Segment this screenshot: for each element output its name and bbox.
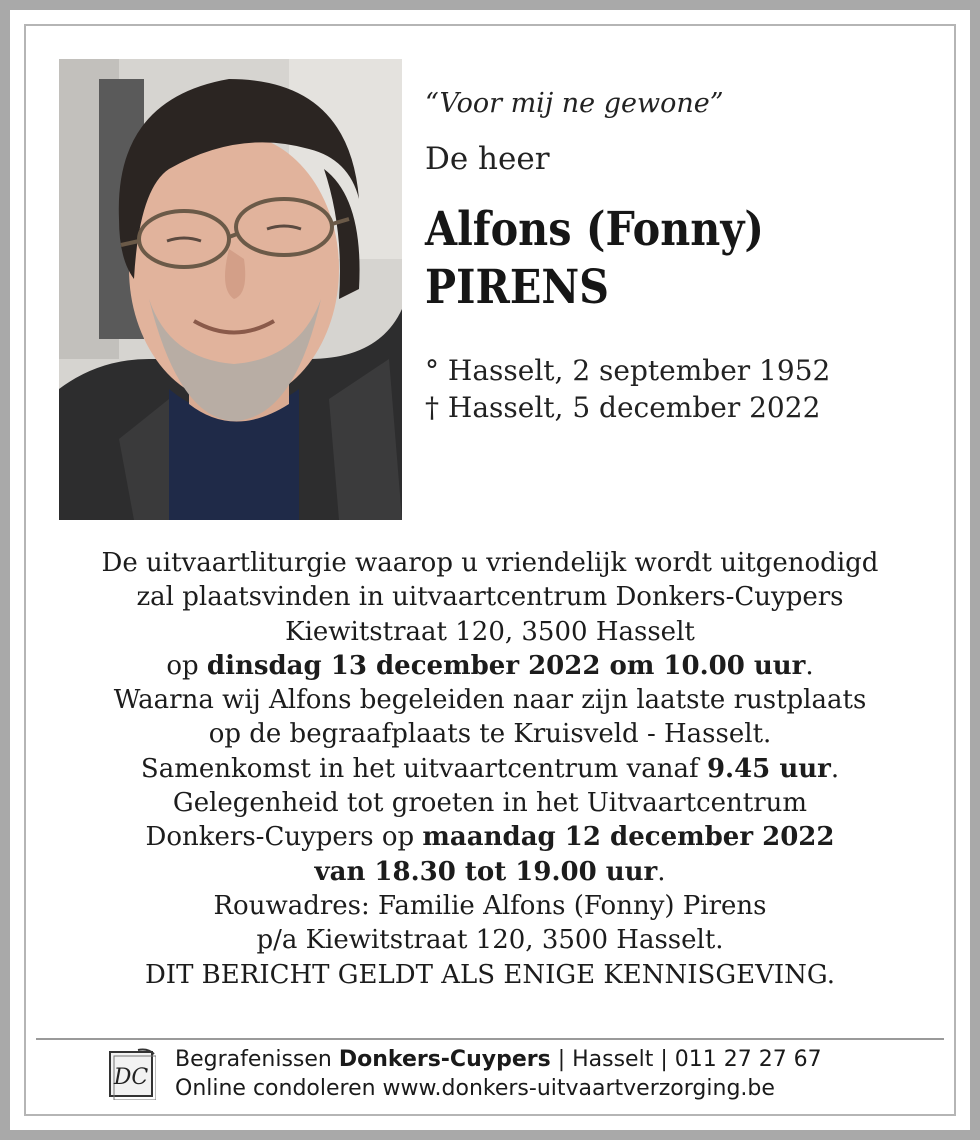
body-line: op de begraafplaats te Kruisveld - Hasselt. xyxy=(208,719,772,750)
footer-contact xyxy=(175,1045,822,1103)
body-line-viewing-date xyxy=(30,820,950,854)
text-segment: Donkers-Cuypers op xyxy=(145,822,423,853)
funeral-home-name: Donkers-Cuypers xyxy=(338,1047,551,1072)
portrait-photo xyxy=(59,59,402,520)
text-segment: . xyxy=(657,856,666,887)
text-segment: Samenkomst in het uitvaartcentrum vanaf xyxy=(140,753,707,784)
logo-monogram: DC xyxy=(113,1065,149,1090)
body-line-notice: DIT BERICHT GELDT ALS ENIGE KENNISGEVING. xyxy=(144,959,836,990)
text-segment: . xyxy=(805,650,814,681)
header-text xyxy=(425,88,945,426)
name-line-1: Alfons (Fonny) xyxy=(425,202,764,257)
footer-line-1 xyxy=(175,1045,822,1074)
viewing-time: van 18.30 tot 19.00 uur xyxy=(314,856,658,887)
text-segment: | Hasselt | 011 27 27 67 xyxy=(550,1047,822,1072)
text-segment: . xyxy=(830,753,840,784)
body-line-service-date xyxy=(30,649,950,683)
text-segment: op xyxy=(166,650,207,681)
body-line: zal plaatsvinden in uitvaartcentrum Donkers-Cuypers xyxy=(136,582,844,613)
footer-divider xyxy=(36,1038,944,1040)
body-line: Kiewitstraat 120, 3500 Hasselt xyxy=(285,616,695,647)
deceased-name xyxy=(425,201,883,317)
gathering-time: 9.45 uur xyxy=(706,753,831,784)
viewing-date: maandag 12 december 2022 xyxy=(422,822,835,853)
funeral-home-logo xyxy=(108,1048,156,1100)
body-line-viewing-time xyxy=(30,855,950,889)
body-line: Gelegenheid tot groeten in het Uitvaartcentrum xyxy=(172,788,808,819)
footer-line-2: Online condoleren www.donkers-uitvaartverzorging.be xyxy=(175,1076,775,1101)
body-line: Rouwadres: Familie Alfons (Fonny) Pirens xyxy=(213,890,767,921)
text-segment: Begrafenissen xyxy=(175,1047,339,1072)
name-line-2: PIRENS xyxy=(425,260,610,315)
motto: “Voor mij ne gewone” xyxy=(425,88,724,119)
death-date: † Hasselt, 5 december 2022 xyxy=(425,391,821,424)
body-line-gathering xyxy=(30,752,950,786)
life-dates xyxy=(425,352,945,426)
body-line: p/a Kiewitstraat 120, 3500 Hasselt. xyxy=(256,925,724,956)
obituary-card xyxy=(10,10,970,1130)
service-date: dinsdag 13 december 2022 om 10.00 uur xyxy=(206,650,806,681)
birth-date: ° Hasselt, 2 september 1952 xyxy=(425,354,831,387)
honorific: De heer xyxy=(425,141,550,177)
body-line: De uitvaartliturgie waarop u vriendelijk wordt uitgenodigd xyxy=(101,548,879,578)
funeral-details xyxy=(30,546,950,992)
body-line: Waarna wij Alfons begeleiden naar zijn laatste rustplaats xyxy=(113,685,867,716)
